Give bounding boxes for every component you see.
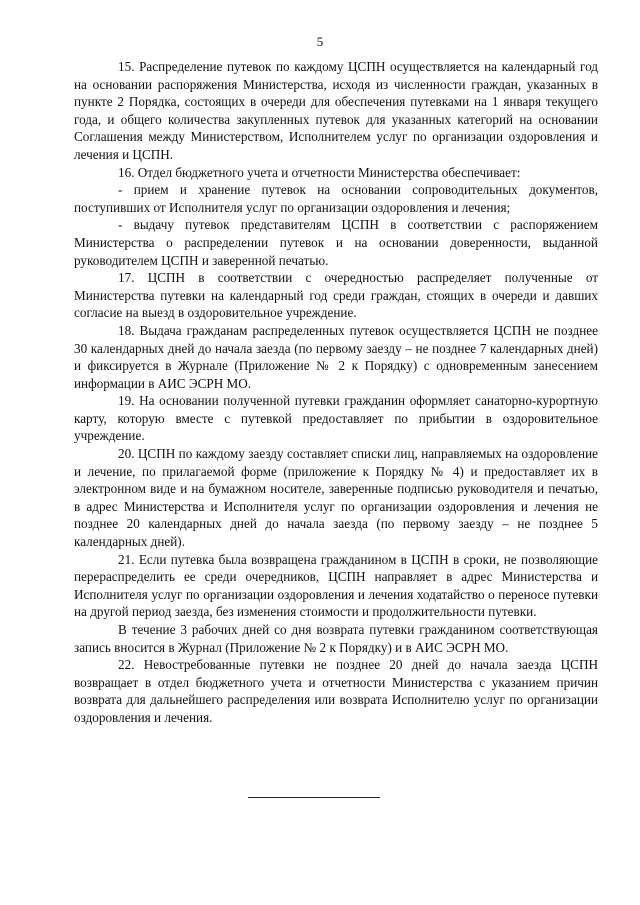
paragraph-15: 15. Распределение путевок по каждому ЦСПН осуществляется на календарный год на основании распоряжения Министерства, исходя из численности граждан, указанных в пункте 2 Порядка, состоящих в очереди для обеспечения путевками на 1 января текущего года, и общего количества закупленных путевок для указанных категорий на основании Соглашения между Министерством, Исполнителем услуг по организации оздоровления и лечения и ЦСПН. <box>74 59 598 162</box>
paragraph-17: 17. ЦСПН в соответствии с очередностью распределяет полученные от Министерства путевки на календарный год среди граждан, стоящих в очереди и давших согласие на выезд в оздоровительное учреждение. <box>74 270 598 321</box>
paragraph-16-item-receipt: - прием и хранение путевок на основании сопроводительных документов, поступивших от Исполнителя услуг по организации оздоровления и лечения; <box>74 182 598 215</box>
paragraph-18: 18. Выдача гражданам распределенных путевок осуществляется ЦСПН не позднее 30 календарных дней до начала заезда (по первому заезду – не позднее 7 календарных дней) и фиксируется в Журнале (Приложение № 2 к Порядку) с одновременным занесением информации в АИС ЭСРН МО. <box>74 322 598 391</box>
paragraph-22: 22. Невостребованные путевки не позднее 20 дней до начала заезда ЦСПН возвращает в отдел бюджетного учета и отчетности Министерства с указанием причин возврата для дальнейшего распределения или возврата Исполнителю услуг по организации оздоровления и лечения. <box>74 657 598 725</box>
paragraph-20: 20. ЦСПН по каждому заезду составляет списки лиц, направляемых на оздоровление и лечение, по прилагаемой форме (приложение к Порядку № 4) и предоставляет их в электронном виде и на бумажном носителе, заверенные подписью руководителя и печатью, в адрес Министерства и Исполнителя услуг по организации оздоровления и лечения не позднее 20 календарных дней до начала заезда (по первому заезду – не позднее 5 календарных дней). <box>74 446 598 550</box>
paragraph-16-item-issue: - выдачу путевок представителям ЦСПН в соответствии с распоряжением Министерства о распределении путевок и на основании доверенности, выданной руководителем ЦСПН и заверенной печатью. <box>74 217 598 268</box>
document-body <box>74 58 598 727</box>
paragraph-16: 16. Отдел бюджетного учета и отчетности Министерства обеспечивает: <box>118 164 521 180</box>
paragraph-19: 19. На основании полученной путевки гражданин оформляет санаторно-курортную карту, которую вместе с путевкой предоставляет по прибытии в оздоровительное учреждение. <box>74 393 598 444</box>
end-divider-line <box>248 797 380 798</box>
paragraph-21: 21. Если путевка была возвращена гражданином в ЦСПН в сроки, не позволяющие перераспределить ее среди очередников, ЦСПН направляет в адрес Министерства и Исполнителя услуг по организации оздоровления и лечения ходатайство о переносе путевки на другой период заезда, без изменения стоимости и продолжительности путевки. <box>74 551 598 620</box>
page-number: 5 <box>316 34 324 49</box>
paragraph-21-continued: В течение 3 рабочих дней со дня возврата путевки гражданином соответствующая запись вносится в Журнал (Приложение № 2 к Порядку) и в АИС ЭСРН МО. <box>74 622 598 655</box>
